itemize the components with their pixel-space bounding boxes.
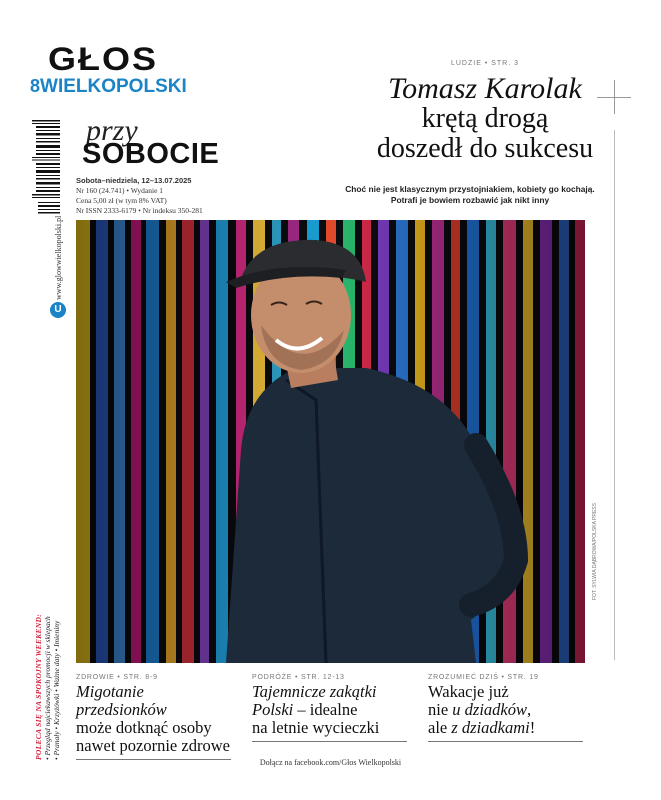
- teaser-health[interactable]: [76, 674, 236, 760]
- photo-credit: FOT. SYLWIA DĄBROWA/POLSKA PRESS: [592, 503, 598, 600]
- cover-lead-line-2: Potrafi je bowiem rozbawić jak nikt inny: [390, 195, 550, 205]
- cover-photo: [76, 220, 585, 663]
- teaser-kicker: PODRÓŻE • STR. 12-13: [252, 674, 345, 681]
- cover-headline-name: Tomasz Karolak: [388, 72, 582, 105]
- teaser-title-italic: u dziadków: [452, 700, 528, 719]
- teaser-title-post: ,: [527, 700, 532, 719]
- teaser-title: [428, 683, 588, 737]
- teaser-title-line: nawet pozornie zdrowe: [76, 736, 230, 755]
- teaser-travel[interactable]: [252, 674, 412, 742]
- masthead-logo: [30, 42, 230, 97]
- logo-region-name: WIELKOPOLSKI: [40, 76, 187, 97]
- footer-facebook[interactable]: Dołącz na facebook.com/Głos Wielkopolski: [259, 758, 402, 767]
- teaser-title-pre: ale: [428, 718, 452, 737]
- cover-photo-illustration: [76, 220, 585, 663]
- cover-sub-line-2: doszedł do sukcesu: [376, 133, 594, 164]
- issue-number: Nr 160 (24.741) • Wydanie 1: [76, 186, 164, 195]
- issue-issn: Nr ISSN 2333-6179 • Nr indeksu 350-281: [76, 206, 203, 215]
- teaser-understand-today[interactable]: [428, 674, 588, 742]
- weekend-promo: [34, 500, 61, 760]
- section-przy: przy: [86, 114, 138, 147]
- teaser-kicker: ZROZUMIEĆ DZIŚ • STR. 19: [428, 674, 539, 681]
- logo-region-number: 8: [30, 76, 41, 96]
- cover-headline-sub: [340, 104, 630, 164]
- teaser-underline: [428, 741, 583, 742]
- issue-date: Sobota–niedziela, 12–13.07.2025: [76, 176, 192, 185]
- section-sobocie: SOBOCIE: [82, 138, 220, 170]
- u-badge-icon: U: [50, 302, 66, 318]
- teaser-title: [76, 683, 236, 755]
- issue-price: Cena 5,00 zł (w tym 8% VAT): [76, 196, 167, 205]
- issue-info: [76, 176, 203, 216]
- teaser-title-line: na letnie wycieczki: [252, 718, 380, 737]
- teaser-title-pre: nie: [428, 700, 453, 719]
- teaser-title-italic-2: z dziadkami: [451, 718, 530, 737]
- logo-region: [30, 76, 230, 97]
- promo-line-2: • Pranały • Krzyżówki • Ważne daty • Imieniny: [52, 620, 61, 760]
- crop-mark-vertical: [614, 80, 615, 114]
- logo-title: GŁOS: [48, 40, 159, 77]
- promo-line-1: • Przegląd najciekawszych promocji w sklepach: [43, 616, 52, 760]
- right-rule: [614, 130, 615, 660]
- website-vertical[interactable]: www.glowwielkopolski.pl: [54, 215, 63, 300]
- cover-lead-line-1: Choć nie jest klasycznym przystojniakiem, kobiety go kochają.: [345, 184, 595, 194]
- promo-head: POLECA SIĘ NA SPOKOJNY WEEKEND:: [34, 614, 43, 760]
- teaser-title-italic: Tajemnicze zakątki: [252, 682, 377, 701]
- teaser-title-line: Wakacje już: [428, 682, 509, 701]
- teaser-title-italic: Migotanie przedsionków: [76, 682, 167, 719]
- teaser-title-post: !: [529, 718, 536, 737]
- cover-kicker: LUDZIE • STR. 3: [450, 60, 520, 67]
- barcode: [32, 120, 60, 215]
- teaser-underline: [252, 741, 407, 742]
- teaser-kicker: ZDROWIE • STR. 8-9: [76, 674, 158, 681]
- teaser-title-line: – idealne: [293, 700, 358, 719]
- cover-lead: [320, 184, 620, 206]
- teaser-title-line: może dotknąć osoby: [76, 718, 212, 737]
- cover-sub-line-1: krętą drogą: [421, 103, 549, 134]
- teaser-title: [252, 683, 412, 737]
- teaser-title-italic-2: Polski: [252, 700, 294, 719]
